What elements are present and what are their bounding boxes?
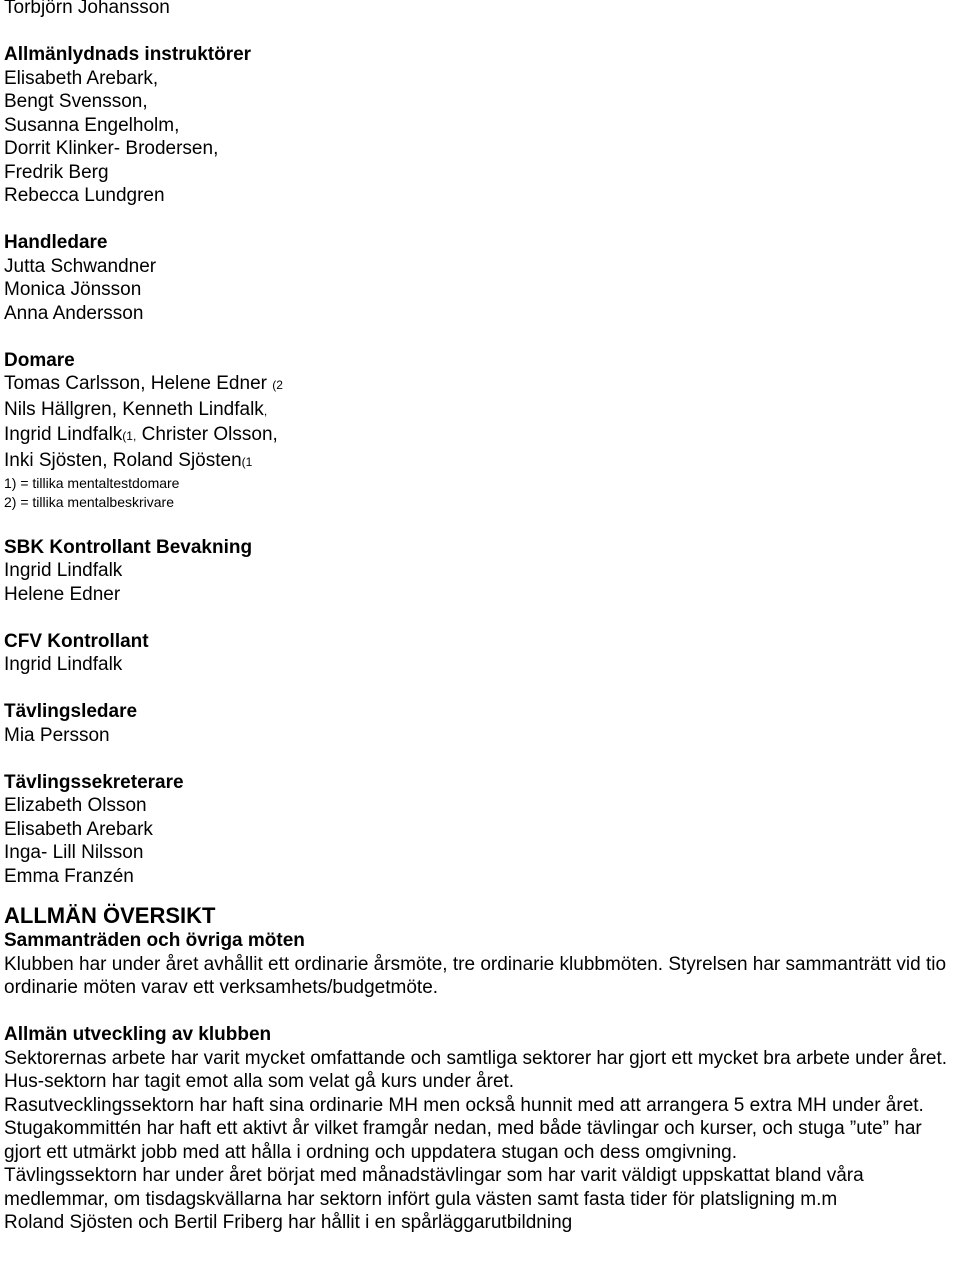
oversikt-heading: ALLMÄN ÖVERSIKT xyxy=(4,903,216,928)
paragraph: Rasutvecklingssektorn har haft sina ordinarie MH men också hunnit med att arrangera 5 extra MH under året. xyxy=(4,1094,924,1116)
name-line: Ingrid Lindfalk xyxy=(4,560,123,581)
domare-line xyxy=(4,372,956,398)
domare-section xyxy=(4,349,956,513)
name-line: Inga- Lill Nilsson xyxy=(4,842,144,863)
spacer xyxy=(4,325,956,349)
cfv-heading: CFV Kontrollant xyxy=(4,630,149,652)
name-line: Elisabeth Arebark, xyxy=(4,67,159,89)
sekreterare-section xyxy=(4,771,956,889)
name-line: Elisabeth Arebark xyxy=(4,818,153,840)
domare-line xyxy=(4,398,956,424)
name-line: Susanna Engelholm, xyxy=(4,114,180,136)
meetings-paragraph: Klubben har under året avhållit ett ordinarie årsmöte, tre ordinarie klubbmöten. Styrelsen har sammanträtt vid tio ordinarie möten varav ett verksamhets/budgetmöte. xyxy=(4,953,947,998)
domare-heading: Domare xyxy=(4,349,75,371)
footnote: 1) = tillika mentaltestdomare xyxy=(4,475,180,491)
spacer xyxy=(4,888,956,902)
spacer xyxy=(4,747,956,771)
paragraph: Tävlingssektorn har under året börjat med månadstävlingar som har varit väldigt uppskattat bland våra medlemmar, om tisdagskvällarna har sektorn infört gula västen samt fasta tider för platsligning m.m xyxy=(4,1165,864,1210)
document-page xyxy=(4,0,956,1235)
name-line: Bengt Svensson, xyxy=(4,91,148,112)
name-line: Monica Jönsson xyxy=(4,279,142,300)
spacer xyxy=(4,606,956,630)
name-line: Jutta Schwandner xyxy=(4,255,157,277)
name-line: Rebecca Lundgren xyxy=(4,185,165,206)
oversikt-section xyxy=(4,902,956,1235)
name-line: Dorrit Klinker- Brodersen, xyxy=(4,138,219,159)
domare-text: Inki Sjösten, Roland Sjösten xyxy=(4,449,242,471)
instruktorer-section xyxy=(4,43,956,208)
paragraph: Sektorernas arbete har varit mycket omfattande och samtliga sektorer har gjort ett mycket bra arbete under året. xyxy=(4,1047,948,1069)
spacer xyxy=(4,1000,956,1024)
top-name: Torbjörn Johansson xyxy=(4,0,170,18)
tavlingsledare-heading: Tävlingsledare xyxy=(4,701,138,722)
name-line: Ingrid Lindfalk xyxy=(4,654,123,675)
name-line: Elizabeth Olsson xyxy=(4,795,147,816)
footnote-mark: (1 xyxy=(241,454,253,469)
paragraph: Hus-sektorn har tagit emot alla som velat gå kurs under året. xyxy=(4,1071,515,1092)
name-line: Mia Persson xyxy=(4,724,110,746)
domare-text: Christer Olsson, xyxy=(136,424,278,445)
paragraph: Stugakommittén har haft ett aktivt år vilket framgår nedan, med både tävlingar och kurser, och stuga ”ute” har gjort ett utmärkt jobb med att hålla i ordning och uppdatera stugan och dess omgivning. xyxy=(4,1118,922,1163)
tavlingsledare-section xyxy=(4,700,956,747)
paragraph: Roland Sjösten och Bertil Friberg har hållit i en spårläggarutbildning xyxy=(4,1212,573,1233)
spacer xyxy=(4,512,956,536)
footnote-mark: (2 xyxy=(272,378,283,392)
handledare-section xyxy=(4,231,956,325)
spacer xyxy=(4,208,956,232)
spacer xyxy=(4,20,956,44)
domare-text: Nils Hällgren, Kenneth Lindfalk xyxy=(4,398,264,420)
domare-text: Tomas Carlsson, Helene Edner xyxy=(4,373,273,394)
name-line: Anna Andersson xyxy=(4,302,144,324)
cfv-section xyxy=(4,630,956,677)
footnote-mark: (1, xyxy=(122,429,137,443)
sbk-section xyxy=(4,536,956,607)
domare-text: Ingrid Lindfalk xyxy=(4,424,123,445)
meetings-subheading: Sammanträden och övriga möten xyxy=(4,930,305,951)
instruktorer-heading: Allmänlydnads instruktörer xyxy=(4,44,252,65)
sbk-heading: SBK Kontrollant Bevakning xyxy=(4,536,253,558)
footnote-mark: , xyxy=(263,403,268,418)
handledare-heading: Handledare xyxy=(4,232,108,253)
spacer xyxy=(4,677,956,701)
sekreterare-heading: Tävlingssekreterare xyxy=(4,771,184,793)
name-line: Helene Edner xyxy=(4,583,121,605)
name-line: Fredrik Berg xyxy=(4,161,109,183)
domare-line xyxy=(4,449,956,475)
development-subheading: Allmän utveckling av klubben xyxy=(4,1024,272,1045)
name-line: Emma Franzén xyxy=(4,865,134,887)
footnote: 2) = tillika mentalbeskrivare xyxy=(4,494,175,510)
domare-line xyxy=(4,423,956,449)
